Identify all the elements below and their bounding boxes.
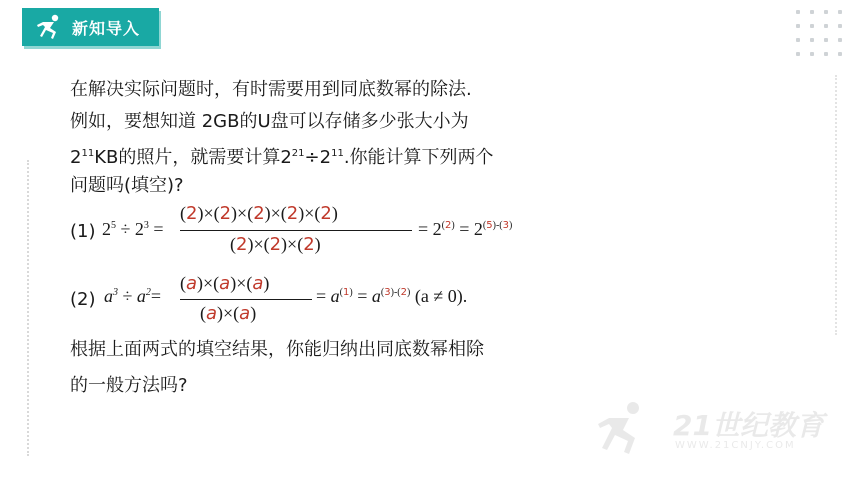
intro-line-3: $2^{11}KB$的照片，就需要计算$2^{21}\div 2^{11}$.你能计算下列两个 bbox=[70, 147, 494, 168]
section-header-tab bbox=[22, 8, 159, 46]
problem-2-label: (2) bbox=[70, 289, 96, 310]
problem-1-lhs: $2^5 \div 2^3$ = bbox=[102, 219, 164, 239]
intro-line-1: 在解决实际问题时，有时需要用到同底数幂的除法. bbox=[70, 79, 472, 100]
watermark-text: 21世纪教育 bbox=[673, 409, 824, 442]
left-dotted-divider bbox=[27, 160, 29, 456]
dot-grid-decoration bbox=[796, 10, 844, 58]
problem-2-numerator: (a)×(a)×(a) bbox=[180, 273, 270, 294]
problem-2-denominator: (a)×(a) bbox=[200, 303, 257, 324]
section-title: 新知导入 bbox=[72, 19, 141, 38]
watermark-logo bbox=[595, 398, 845, 458]
intro-line-4: 问题吗(填空)? bbox=[70, 175, 184, 196]
watermark-subtext: WWW.21CNJY.COM bbox=[675, 440, 796, 451]
problem-2-lhs: $a^3 \div a^2=$ bbox=[104, 286, 162, 306]
problem-1-result: = $2^{(2)} = 2^{(5)-(3)}$ bbox=[418, 219, 513, 239]
problem-1-fraction-bar bbox=[180, 230, 412, 231]
intro-line-2: 例如，要想知道 2GB的U盘可以存储多少张大小为 bbox=[70, 111, 469, 132]
problem-2-result: = $a^{(1)} = a^{(3)-(2)}$ (a ≠ 0). bbox=[316, 286, 468, 306]
problem-2-fraction-bar bbox=[180, 299, 312, 300]
right-dotted-divider bbox=[835, 75, 837, 335]
conclusion-line-1: 根据上面两式的填空结果，你能归纳出同底数幂相除 bbox=[70, 339, 484, 360]
problem-1-numerator: (2)×(2)×(2)×(2)×(2) bbox=[180, 203, 338, 224]
conclusion-line-2: 的一般方法吗? bbox=[70, 375, 188, 396]
runner-icon bbox=[34, 13, 64, 41]
problem-1-denominator: (2)×(2)×(2) bbox=[230, 234, 321, 255]
problem-1-label: (1) bbox=[70, 221, 96, 242]
